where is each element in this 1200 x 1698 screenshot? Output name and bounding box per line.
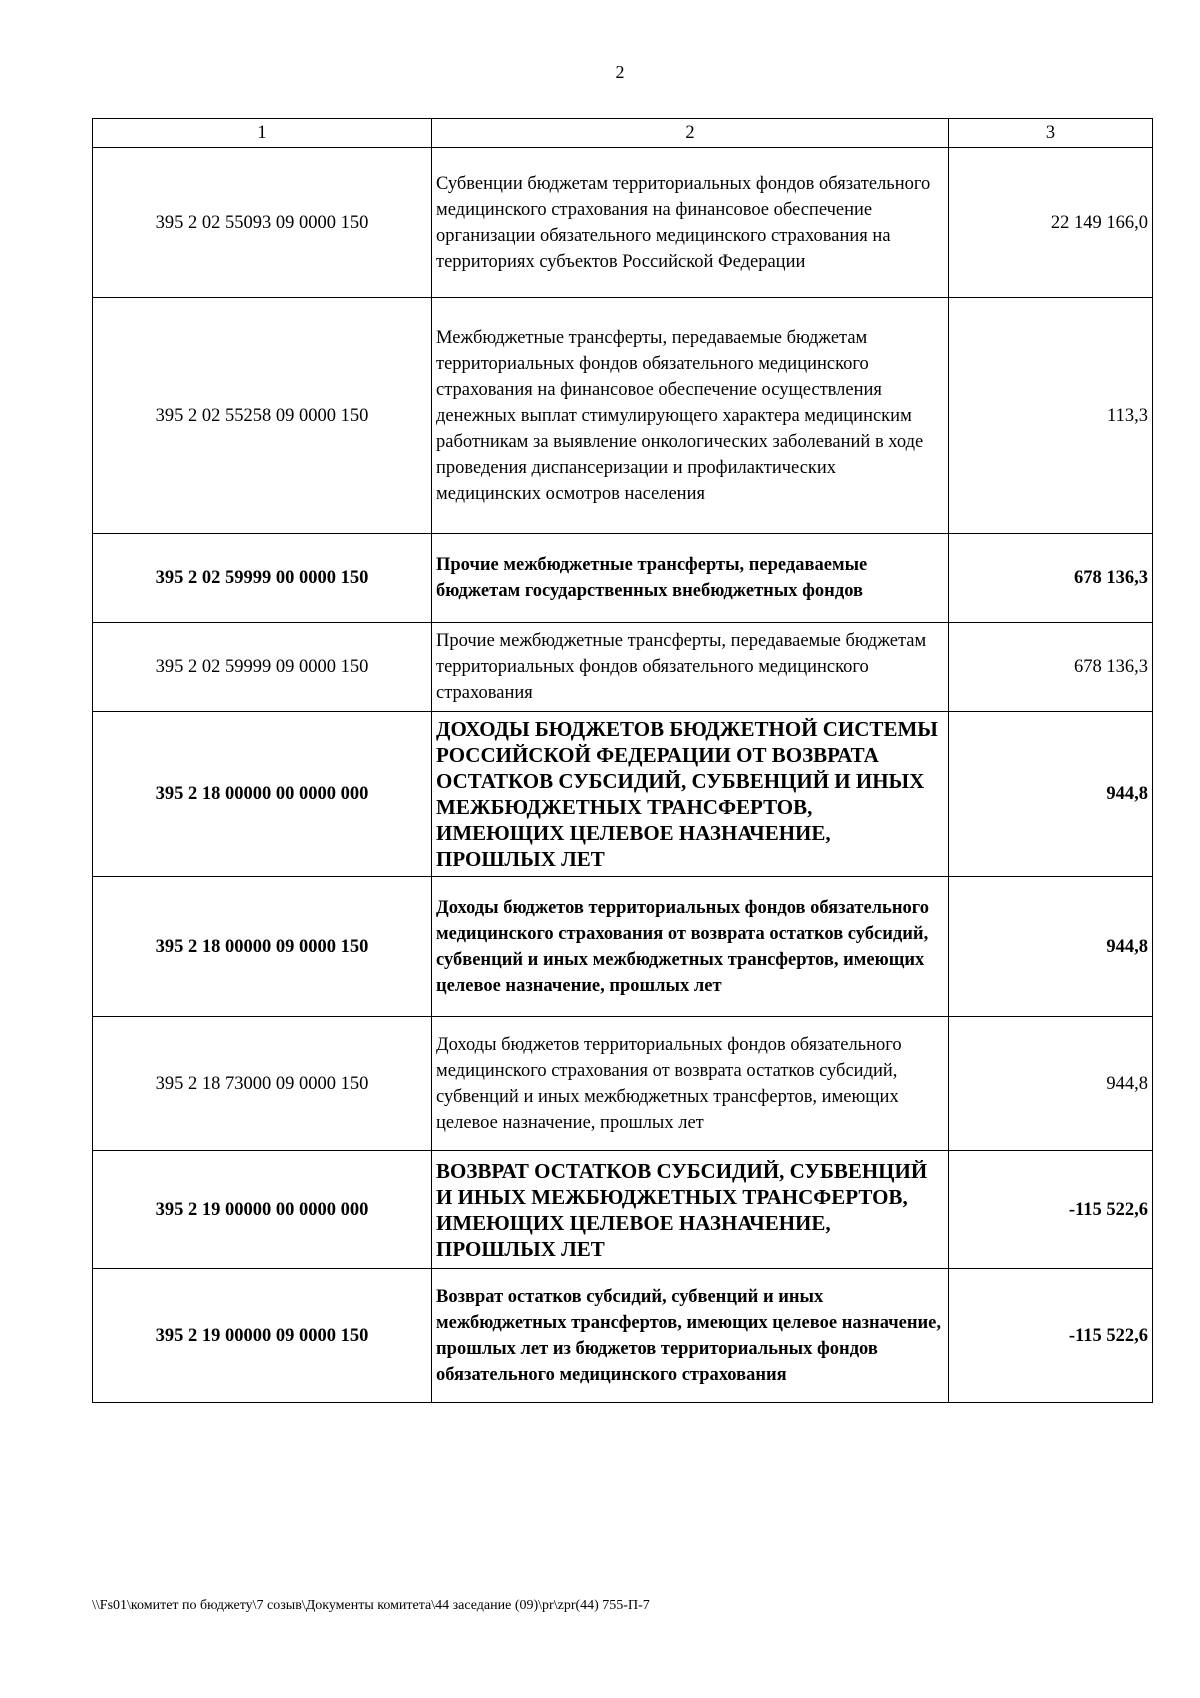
row-amount: 944,8	[949, 712, 1153, 877]
row-code: 395 2 02 59999 09 0000 150	[93, 623, 432, 712]
table-row	[93, 148, 1153, 298]
row-description: Межбюджетные трансферты, передаваемые бюджетам территориальных фондов обязательного медицинского страхования на финансовое обеспечение осуществления денежных выплат стимулирующего характера медицинским работникам за выявление онкологических заболеваний в ходе проведения диспансеризации и профилактических медицинских осмотров населения	[432, 298, 949, 534]
row-amount: -115 522,6	[949, 1151, 1153, 1269]
row-description: ДОХОДЫ БЮДЖЕТОВ БЮДЖЕТНОЙ СИСТЕМЫ РОССИЙСКОЙ ФЕДЕРАЦИИ ОТ ВОЗВРАТА ОСТАТКОВ СУБСИДИЙ, СУБВЕНЦИЙ И ИНЫХ МЕЖБЮДЖЕТНЫХ ТРАНСФЕРТОВ, ИМЕЮЩИХ ЦЕЛЕВОЕ НАЗНАЧЕНИЕ, ПРОШЛЫХ ЛЕТ	[432, 712, 949, 877]
row-description: ВОЗВРАТ ОСТАТКОВ СУБСИДИЙ, СУБВЕНЦИЙ И ИНЫХ МЕЖБЮДЖЕТНЫХ ТРАНСФЕРТОВ, ИМЕЮЩИХ ЦЕЛЕВОЕ НАЗНАЧЕНИЕ, ПРОШЛЫХ ЛЕТ	[432, 1151, 949, 1269]
table-row	[93, 534, 1153, 623]
row-description: Доходы бюджетов территориальных фондов обязательного медицинского страхования от возврата остатков субсидий, субвенций и иных межбюджетных трансфертов, имеющих целевое назначение, прошлых лет	[432, 877, 949, 1017]
header-column-3: 3	[949, 119, 1153, 148]
header-column-2: 2	[432, 119, 949, 148]
budget-table	[92, 118, 1153, 1403]
row-amount: 678 136,3	[949, 534, 1153, 623]
footer-file-path: \\Fs01\комитет по бюджету\7 созыв\Документы комитета\44 заседание (09)\pr\zpr(44) 755-П-7	[92, 1598, 650, 1613]
row-description: Прочие межбюджетные трансферты, передаваемые бюджетам государственных внебюджетных фондов	[432, 534, 949, 623]
row-description: Прочие межбюджетные трансферты, передаваемые бюджетам территориальных фондов обязательного медицинского страхования	[432, 623, 949, 712]
table-row	[93, 298, 1153, 534]
row-code: 395 2 19 00000 00 0000 000	[93, 1151, 432, 1269]
row-amount: 22 149 166,0	[949, 148, 1153, 298]
row-amount: -115 522,6	[949, 1269, 1153, 1403]
row-code: 395 2 18 73000 09 0000 150	[93, 1017, 432, 1151]
page-number: 2	[615, 62, 625, 82]
table-row	[93, 877, 1153, 1017]
row-amount: 944,8	[949, 877, 1153, 1017]
table-row	[93, 1151, 1153, 1269]
row-code: 395 2 02 55093 09 0000 150	[93, 148, 432, 298]
row-description: Возврат остатков субсидий, субвенций и иных межбюджетных трансфертов, имеющих целевое назначение, прошлых лет из бюджетов территориальных фондов обязательного медицинского страхования	[432, 1269, 949, 1403]
row-description: Доходы бюджетов территориальных фондов обязательного медицинского страхования от возврата остатков субсидий, субвенций и иных межбюджетных трансфертов, имеющих целевое назначение, прошлых лет	[432, 1017, 949, 1151]
row-description: Субвенции бюджетам территориальных фондов обязательного медицинского страхования на финансовое обеспечение организации обязательного медицинского страхования на территориях субъектов Российской Федерации	[432, 148, 949, 298]
header-column-1: 1	[93, 119, 432, 148]
table-row	[93, 1269, 1153, 1403]
table-row	[93, 712, 1153, 877]
row-amount: 113,3	[949, 298, 1153, 534]
table-row	[93, 623, 1153, 712]
row-amount: 678 136,3	[949, 623, 1153, 712]
table-header-row	[93, 119, 1153, 148]
row-code: 395 2 19 00000 09 0000 150	[93, 1269, 432, 1403]
row-amount: 944,8	[949, 1017, 1153, 1151]
table-row	[93, 1017, 1153, 1151]
row-code: 395 2 02 55258 09 0000 150	[93, 298, 432, 534]
row-code: 395 2 18 00000 00 0000 000	[93, 712, 432, 877]
row-code: 395 2 02 59999 00 0000 150	[93, 534, 432, 623]
row-code: 395 2 18 00000 09 0000 150	[93, 877, 432, 1017]
